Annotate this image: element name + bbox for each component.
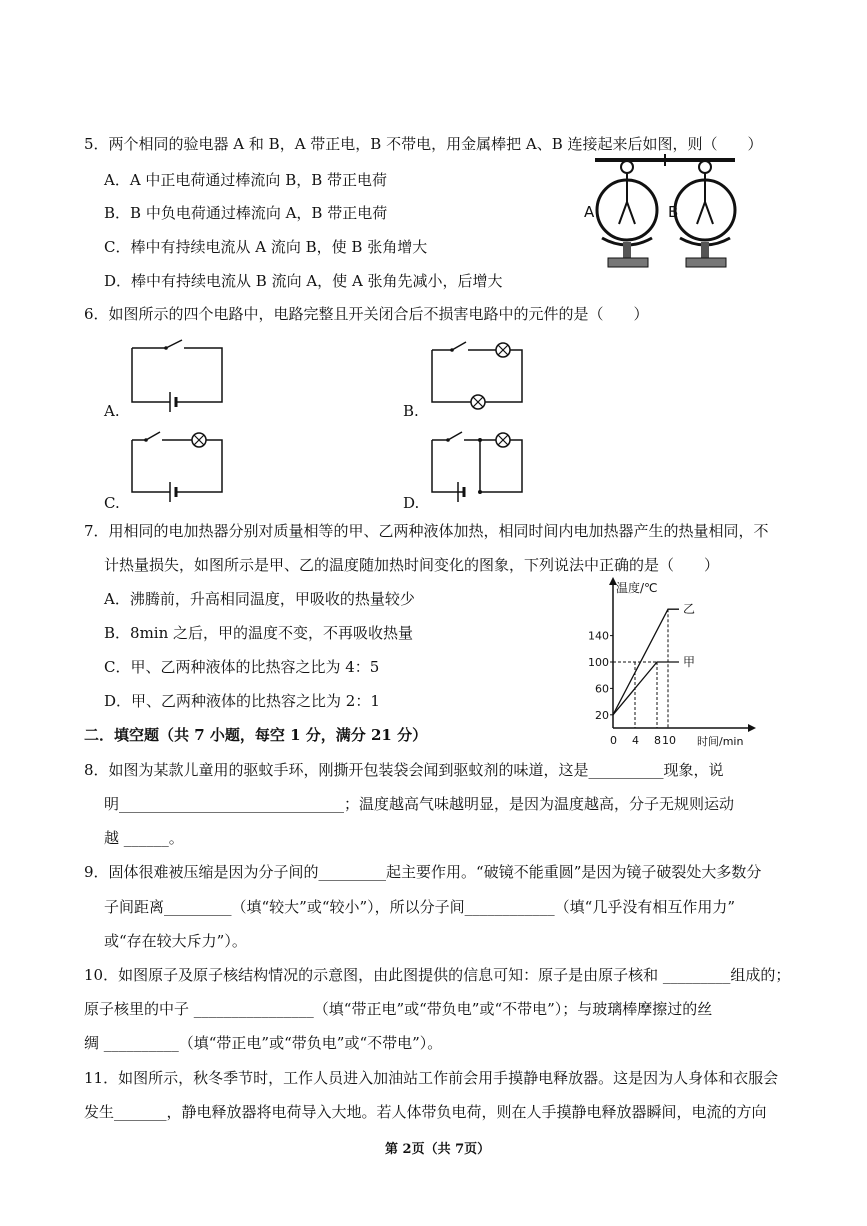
q10-line2: 原子核里的中子 ________________（填“带正电”或“带负电”或“不带电”）；与玻璃棒摩擦过的丝 xyxy=(84,1000,713,1018)
electroscope-b xyxy=(675,161,735,267)
electroscope-a xyxy=(597,161,657,267)
x-tick-label: 8 xyxy=(654,734,661,747)
q10-line1: 10．如图原子及原子核结构情况的示意图，由此图提供的信息可知：原子是由原子核和 _________组成的； xyxy=(84,966,791,984)
q6-stem: 6．如图所示的四个电路中，电路完整且开关闭合后不损害电路中的元件的是（ ） xyxy=(84,305,649,323)
y-tick-label: 60 xyxy=(595,682,609,696)
y-axis-label: 温度/℃ xyxy=(616,581,658,595)
q5-option-d: D．棒中有持续电流从 B 流向 A，使 A 张角先减小，后增大 xyxy=(104,272,503,290)
q6-label-c: C. xyxy=(104,494,120,512)
q7-option-b: B．8min 之后，甲的温度不变，不再吸收热量 xyxy=(104,624,414,642)
q7-option-d: D．甲、乙两种液体的比热容之比为 2：1 xyxy=(104,692,380,710)
q9-line2: 子间距离_________（填“较大”或“较小”），所以分子间____________（填“几乎没有相互作用力” xyxy=(104,898,736,916)
series-line-jia xyxy=(613,662,679,715)
q7-stem-line2: 计热量损失，如图所示是甲、乙的温度随加热时间变化的图象，下列说法中正确的是（ ） xyxy=(104,556,720,574)
circuit-d xyxy=(430,430,530,500)
series-label: 甲 xyxy=(683,655,696,669)
q9-line3: 或“存在较大斥力”）。 xyxy=(104,932,247,950)
label-b: B xyxy=(668,203,679,221)
x-tick-label: 0 xyxy=(610,734,617,747)
q7-option-c: C．甲、乙两种液体的比热容之比为 4：5 xyxy=(104,658,380,676)
q6-label-b: B. xyxy=(403,402,419,420)
y-tick-label: 100 xyxy=(588,656,609,669)
q5-option-c: C．棒中有持续电流从 A 流向 B，使 B 张角增大 xyxy=(104,238,428,256)
q8-line1: 8．如图为某款儿童用的驱蚊手环，刚撕开包装袋会闻到驱蚊剂的味道，这是__________现象，说 xyxy=(84,761,724,779)
q10-line3: 绸 __________（填“带正电”或“带负电”或“不带电”）。 xyxy=(84,1034,443,1052)
q7-option-a: A．沸腾前，升高相同温度，甲吸收的热量较少 xyxy=(104,590,415,608)
q9-line1: 9．固体很难被压缩是因为分子间的_________起主要作用。“破镜不能重圆”是因为镜子破裂处大多数分 xyxy=(84,863,762,881)
x-axis-arrow xyxy=(748,724,756,732)
q11-line1: 11．如图所示，秋冬季节时，工作人员进入加油站工作前会用手摸静电释放器。这是因为人身体和衣服会 xyxy=(84,1069,779,1087)
x-tick-label: 10 xyxy=(662,734,676,747)
q5-option-a: A．A 中正电荷通过棒流向 B，B 带正电荷 xyxy=(104,171,388,189)
circuit-b xyxy=(430,340,530,410)
temperature-time-chart xyxy=(588,580,765,750)
page-footer: 第 2页（共 7页） xyxy=(385,1142,491,1157)
y-tick-label: 140 xyxy=(588,629,609,643)
q8-line3: 越 ______。 xyxy=(104,829,184,847)
y-tick-label: 20 xyxy=(595,708,609,722)
q5-option-b: B．B 中负电荷通过棒流向 A，B 带正电荷 xyxy=(104,204,388,222)
q7-stem-line1: 7．用相同的电加热器分别对质量相等的甲、乙两种液体加热，相同时间内电加热器产生的热量相同，不 xyxy=(84,522,769,540)
circuit-a xyxy=(130,340,230,410)
electroscope-figure xyxy=(580,140,780,280)
q6-label-d: D. xyxy=(403,494,420,512)
q8-line2: 明______________________________；温度越高气味越明显，是因为温度越高，分子无规则运动 xyxy=(104,795,735,813)
x-tick-label: 4 xyxy=(632,734,639,747)
q6-label-a: A. xyxy=(104,402,120,420)
section-2-heading: 二．填空题（共 7 小题，每空 1 分，满分 21 分） xyxy=(84,726,428,744)
x-axis-label: 时间/min xyxy=(697,735,744,748)
circuit-c xyxy=(130,430,230,500)
series-label: 乙 xyxy=(683,602,696,617)
q11-line2: 发生_______，静电释放器将电荷导入大地。若人体带负电荷，则在人手摸静电释放器瞬间，电流的方向 xyxy=(84,1103,767,1121)
label-a: A xyxy=(584,203,595,221)
q5-stem: 5．两个相同的验电器 A 和 B，A 带正电，B 不带电，用金属棒把 A、B 连接起来后如图，则（ ） xyxy=(84,135,763,153)
